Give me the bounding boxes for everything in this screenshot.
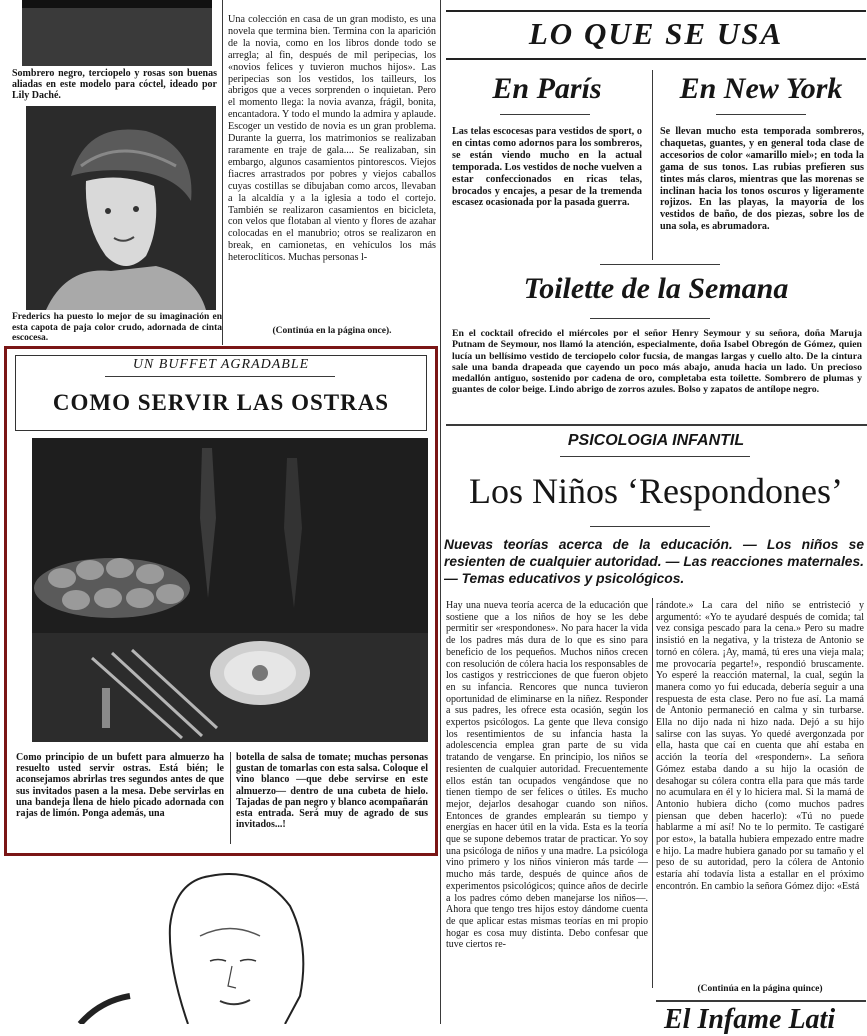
psico-column-2: rándote.» La cara del niño se entristeció y argumentó: «Yo te ayudaré después de comida; tal vez consiga pescado para la cena.» Pero su madre insistió en la negativa, y la tristeza de Antonio se tornó en cólera. ¡Ay, mamá, tú eres una vieja mala; me provocaría pegarte!», respondió bruscamente. Yo esperé la reacción maternal, la cual, según la manera como yo fui educada, debería seguir a una respuesta de esta clase. Pero no fue así. La mamá de Antonio permaneció en calma y sin turbarse. Ella no dijo nada ni hizo nada. Dejó a su hijo salirse con las suyas. Yo quedé avergonzada por ella, hasta que caí en cuenta que ahí estaba en acción la teoría del «respondern». La señora Gómez estaba dando a su hijo la ocasión de desahogar su cólera contra ella para que más tarde no acumulara en él y lo hiciera mal. Si la mamá de Antonio hubiera dicho (como muchos padres piensan que deben hacerlo): «Tú no puede hablarme a mí así! No te lo permito. Te castigaré por esto», la batalla hubiera empezado entre madre e hijo. La madre hubiera ganado por su tamaño y el peso de su autoridad, pero la cólera de Antonio estaría ahí todavía lista a estallar en el próximo encontrón. En cambio la señora Gómez dijo: «Está [656,600,864,892]
frederics-caption: Frederics ha puesto lo mejor de su imaginación en esta capota de paja color crudo, adornada de cinta escocesa. [12,312,222,343]
bride-article-text: Una colección en casa de un gran modisto, es una novela que termina bien. Termina con la aparición de la novia, como en los libros donde todo se arregla; al fin, después de mil peripecias, los «novios felices y tuvieron muchos hijos». Las peripecias son los vestidos, los tailleurs, los abrigos que a veces sorprenden o inquietan. Pero el momento llega: la novia avanza, frágil, bonita, encantadora. Y todo el mundo la admira y aplaude. Escoger un vestido de novia es un gran problema. Durante la guerra, los matrimonios se realizaban raramente en traje de gala.... Se realizaban, sin embargo, algunos casamientos pintorescos. Viejos fiacres arrastrados por pobres y viejos caballos cuyas costillas se dibujaban como arcos, llevaban a la alcaldía y a la iglesia a todo el cortejo. También se realizaron casamientos en bicicleta, con velos que flotaban al viento y flores de azahar colocadas en el manubrio; otros se realizaron en break, en camionetas, en vehículos los más heteroclíticos. Muchas personas l- [228,14,436,264]
paris-heading-rule [500,114,590,115]
oyster-table-illustration [32,438,428,742]
psico-kicker-rule [560,456,750,457]
oyster-kicker: UN BUFFET AGRADABLE [132,357,310,372]
oyster-title: COMO SERVIR LAS OSTRAS [52,390,390,415]
bottom-right-title: El Infame Lati [664,1004,836,1035]
hat-photo-top [22,0,212,66]
column-rule-right-lower [440,345,441,1024]
psico-bottom-rule [656,1000,866,1002]
woman-sketch-illustration [60,866,360,1024]
toilette-top-rule [600,264,720,265]
oyster-column-rule [230,752,231,844]
toilette-title-rule [590,318,710,319]
lo-que-se-usa-title: LO QUE SE USA [528,16,784,51]
woman-hat-illustration [26,106,216,310]
oyster-text-left: Como principio de un bufett para almuerzo ha resuelto usted servir ostras. Está bién; le aconsejamos abrirlas tres segundos antes de que sus invitados pasen a la mesa. Debe servirlas en una bandeja llena de hielo picado adornada con rajas de limón. Ponga además, una [16,752,224,820]
column-rule-mid [440,0,441,345]
bride-article-continued: (Continúa en la página once). [272,326,392,336]
toilette-text: En el cocktail ofrecido el miércoles por el señor Henry Seymour y su señora, doña Maruja Putnam de Seymour, nos llamó la atención, especialmente, doña Isabel Obregón de Gómez, quien lucía un bellísimo vestido de terciopelo color fucsia, de mangas largas y cuello alto. De la cintura sale una banda drapeada que cayendo un poco más abajo, anuda hacia un lado. Un precioso medallón antiguo, sostenido por cadena de oro, completaba esta toilette. Sombrero de plumas y guantes de color beige. Lindo abrigo de zorros azules. Bolso y zapatos de antílope negro. [452,328,862,396]
psico-column-1: Hay una nueva teoría acerca de la educación que sostiene que a los niños de hoy se les debe permitir ser «respondones». No para hacer la vida de los padres más dura de lo que es sino para beneficio de los pequeños. Muchos niños crecen con resolución de cólera hacia los responsables de los castigos y restricciones de que fueron objeto en su infancia. Rencores que nunca tuvieron oportunidad de eliminarse en la niñez. Responder a sus padres, les ofrece esta ocasión, según los expertos psicólogos. La gente que lleva consigo los resentimientos de su infancia hasta la adolescencia emplea gran parte de su vida tratando de vengarse. En principio, los niños se resienten de cualquier autoridad. Frecuentemente ellos están tan ocupados vengándose que no tienen tiempo de ser felices o útiles. Es mucho mejor, dejarlos desahogar cuando son niños. Entonces de grandes emplearán su tiempo y energías en hacer útil en la vida. Esta es la teoría que se supone debemos tratar de practicar. Yo soy una psicóloga de niños y una madre. La psicóloga vino primero y los niños vinieron más tarde —mucho más tarde, después de quince años de experimentos psicológicos; quince años de decirle a los padres cómo deben manejarse los niños—. Ahora que tengo tres hijos estoy dándome cuenta de que aplicar estas mismas teorías en mi propio hogar es cosa muy distinta. Debo confesar que tuve ciertos re- [446,600,648,951]
frederics-hat-photo [26,106,216,310]
psico-title: Los Niños ‘Respondones’ [469,471,843,511]
psico-kicker: PSICOLOGIA INFANTIL [567,432,745,449]
oyster-text-right: botella de salsa de tomate; muchas personas gustan de tomarlas con esta salsa. Coloque el vino blanco —que debe servirse en este almuerzo— dentro de una cubeta de hielo. Tajadas de pan negro y blanco acompañarán esta entrada. Será muy de agrado de sus invitados...! [236,752,428,831]
newyork-text: Se llevan mucho esta temporada sombreros, chaquetas, guantes, y en general toda clase de accesorios de color «amarillo miel»; en toda la gama de sus tonos. Las rubias prefieren sus tintes más claros, mientras que las morenas se inclinan hacia los tonos oscuros y ligeramente rojizos. En las playas, la mayoría de los vestidos de baño, de dos piezas, sobre los de una sola, es abrumadora. [660,126,864,233]
psico-deck: Nuevas teorías acerca de la educación. — Los niños se resienten de cualquier autoridad. — Las reacciones maternales. — Temas educativos y psicológicos. [444,537,864,586]
newyork-heading: En New York [679,72,843,105]
psico-title-rule [590,526,710,527]
column-rule-left [222,0,223,345]
paris-text: Las telas escocesas para vestidos de sport, o en cintas como adornos para los sombreros, se están viendo mucho en la actual temporada. Los vestidos de noche vuelven a estar confeccionados en ricas telas, brocados y encajes, a pesar de la tremenda escasez ocasionada por la pasada guerra. [452,126,642,209]
toilette-title: Toilette de la Semana [523,272,789,305]
psico-top-rule [446,424,867,426]
newyork-heading-rule [716,114,806,115]
column-rule-psico [652,598,653,988]
psico-continued: (Continúa en la página quince) [697,984,823,994]
usa-column-rule [652,70,653,260]
oyster-photo [32,438,428,742]
hat-caption-top: Sombrero negro, terciopelo y rosas son buenas aliadas en este modelo para cóctel, ideado por Lily Daché. [12,68,217,102]
paris-heading: En París [492,72,602,105]
oyster-kicker-rule [105,376,335,377]
